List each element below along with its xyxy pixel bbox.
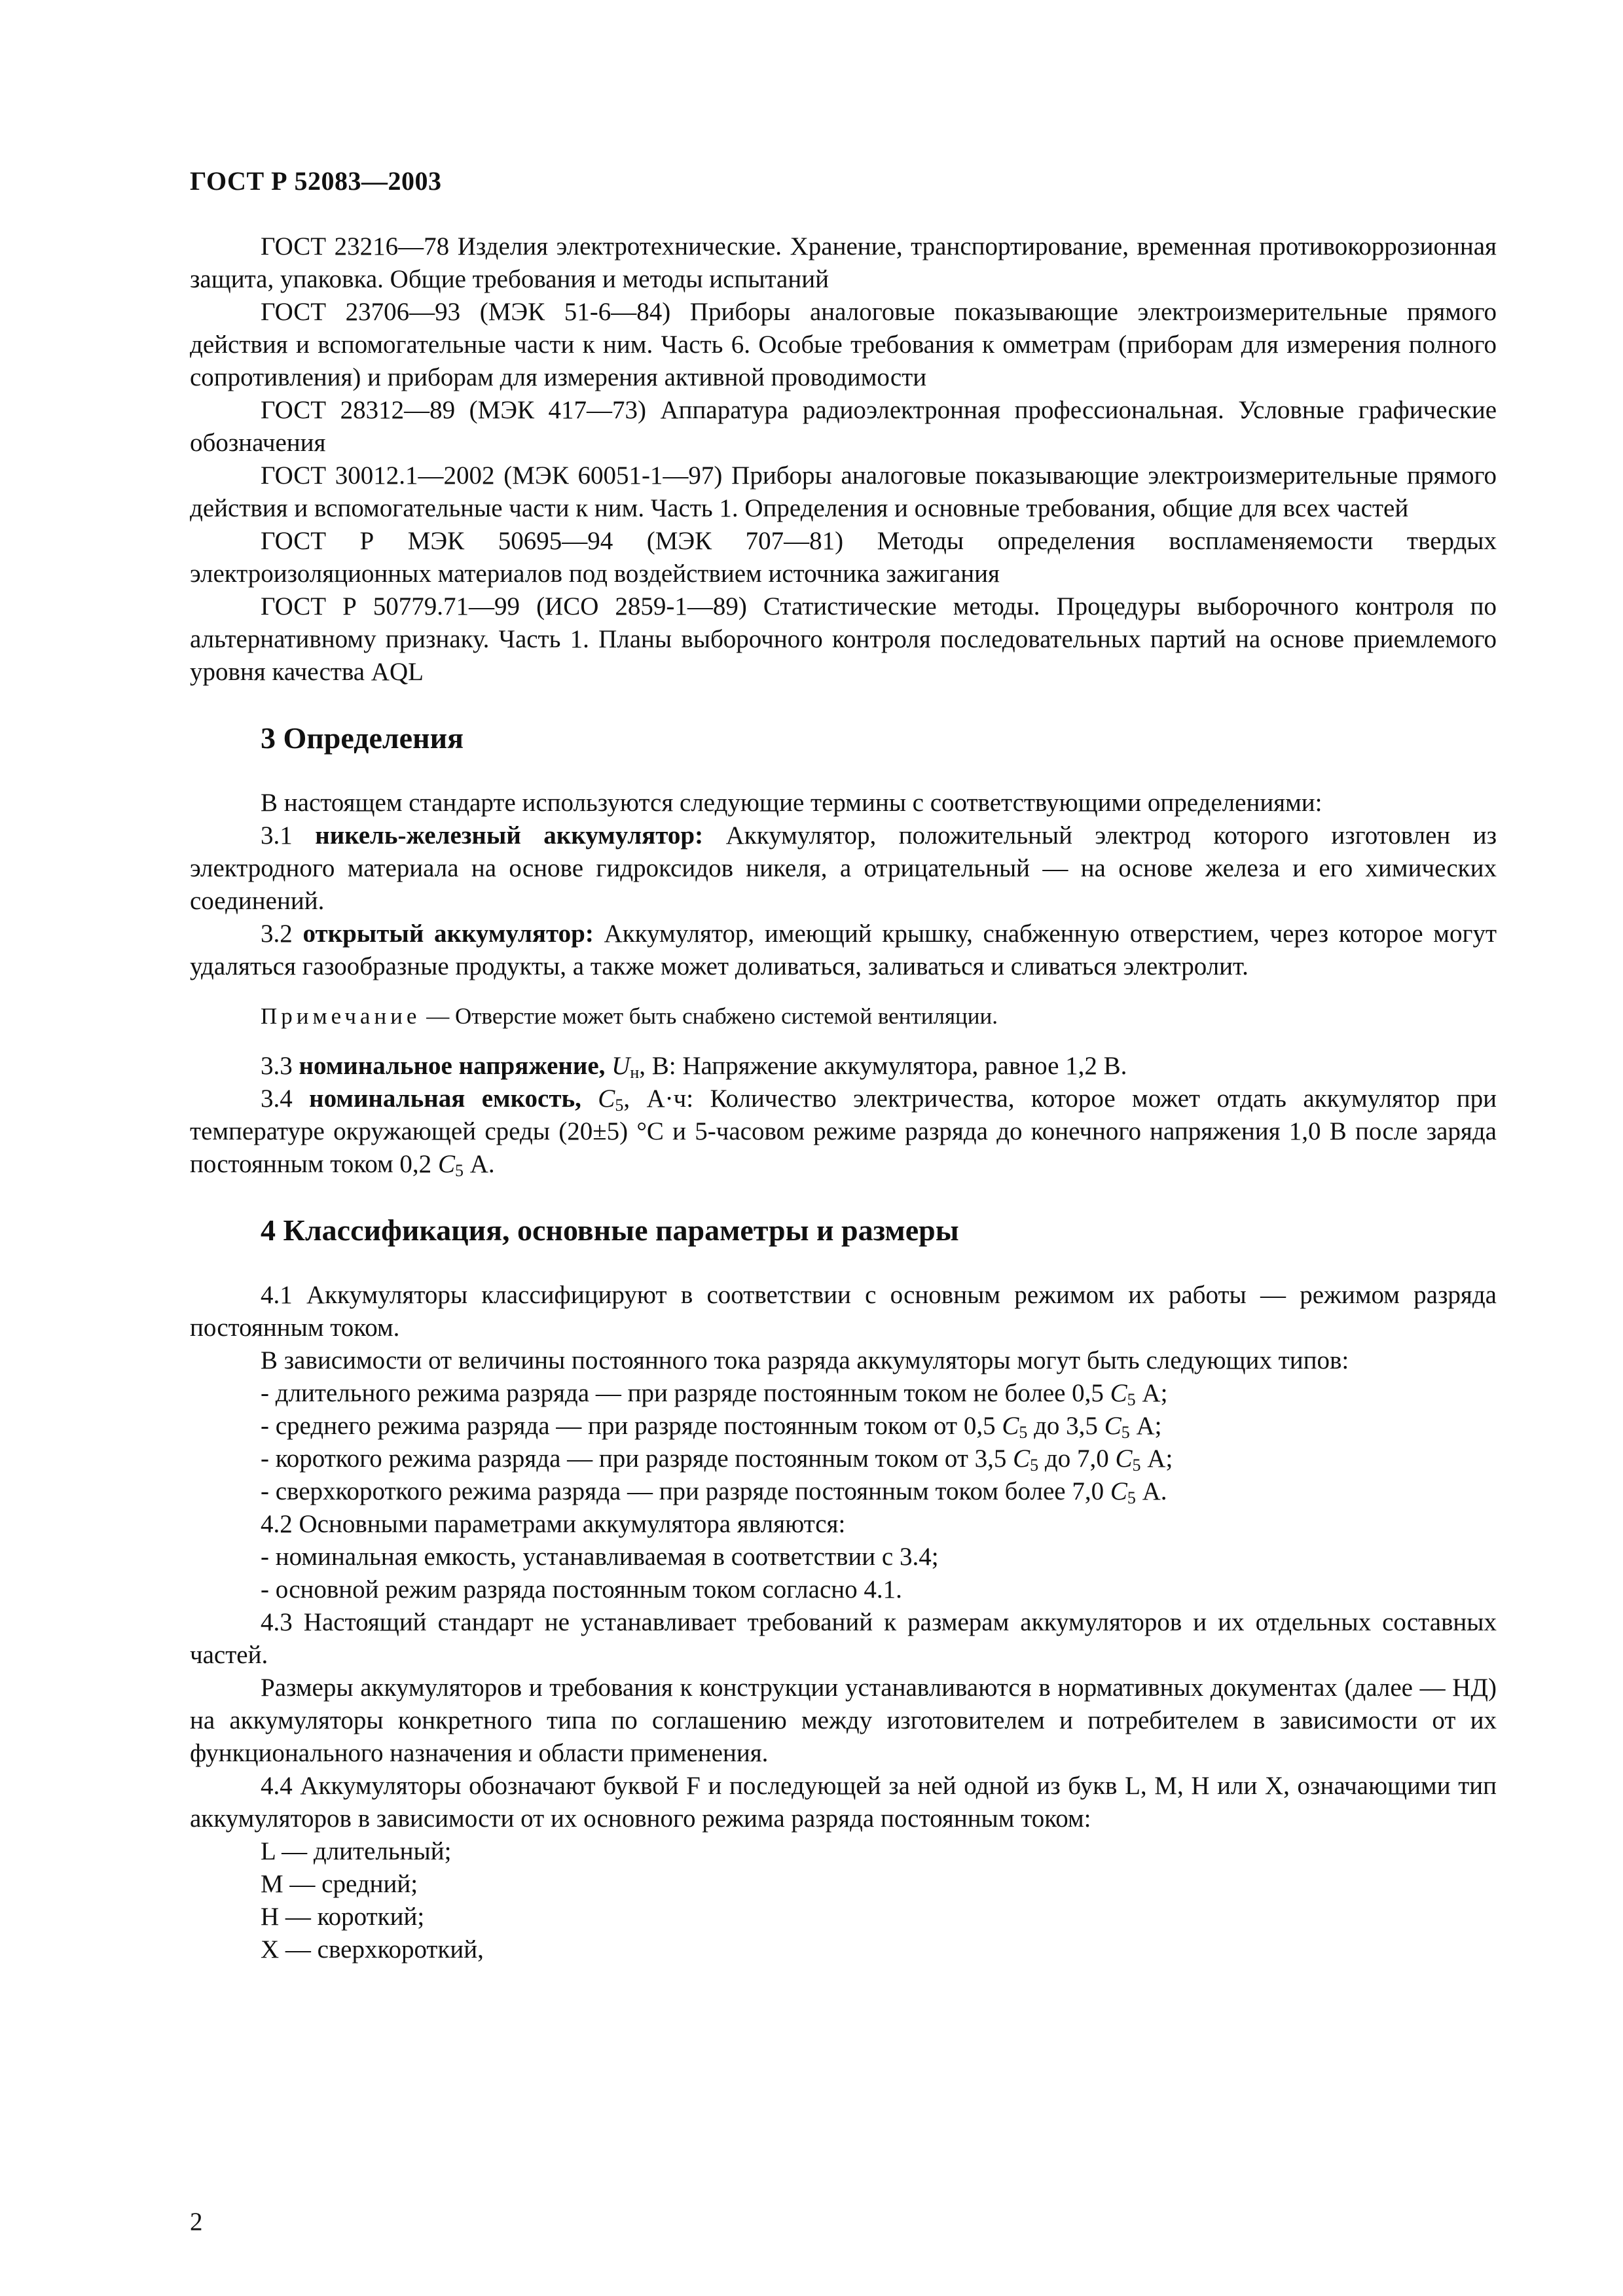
- list-item-text: - короткого режима разряда — при разряде постоянным током от 3,5: [261, 1444, 1007, 1473]
- list-item: M — средний;: [261, 1870, 418, 1898]
- definition-number: 3.3: [261, 1052, 293, 1080]
- capacity-symbol: C: [1013, 1444, 1030, 1473]
- definition-3-4: [190, 1083, 1497, 1181]
- note-label: Примечание: [261, 1003, 421, 1029]
- list-item: X — сверхкороткий,: [261, 1935, 484, 1964]
- definitions-intro: В настоящем стандарте используются следующие термины с соответствующими определениями:: [261, 789, 1322, 817]
- list-item-text: до 7,0: [1044, 1444, 1109, 1473]
- capacity-symbol: C: [1002, 1412, 1019, 1440]
- definition-term: никель-железный аккумулятор:: [315, 821, 704, 850]
- capacity-subscript: 5: [1127, 1488, 1136, 1507]
- list-item: [190, 1475, 1497, 1508]
- definition-3-3: [190, 1050, 1497, 1083]
- definition-number: 3.1: [261, 821, 293, 850]
- capacity-subscript: 5: [1030, 1456, 1039, 1475]
- capacity-subscript: 5: [1132, 1456, 1141, 1475]
- list-item: [190, 1410, 1497, 1443]
- capacity-subscript: 5: [1127, 1390, 1136, 1409]
- note-text: — Отверстие может быть снабжено системой вентиляции.: [426, 1003, 998, 1029]
- clause-4-3-dimensions: Размеры аккумуляторов и требования к конструкции устанавливаются в нормативных документах (далее — НД) на аккумуляторы конкретного типа по соглашению между изготовителем и потребителем в зависимости от их функционального назначения и области применения.: [190, 1674, 1497, 1767]
- list-item: [190, 1443, 1497, 1475]
- reference-item: ГОСТ 30012.1—2002 (МЭК 60051-1—97) Приборы аналоговые показывающие электроизмерительные прямого действия и вспомогательные части к ним. Часть 1. Определения и основные требования, общие для всех частей: [190, 461, 1497, 522]
- note: [190, 1000, 1497, 1033]
- capacity-symbol: C: [598, 1085, 615, 1113]
- definition-number: 3.4: [261, 1085, 293, 1113]
- definition-3-1: [190, 819, 1497, 918]
- capacity-symbol: C: [1110, 1379, 1127, 1407]
- clause-4-4: 4.4 Аккумуляторы обозначают буквой F и последующей за ней одной из букв L, M, H или X, означающими тип аккумуляторов в зависимости от их основного режима разряда постоянным током:: [190, 1772, 1497, 1833]
- voltage-symbol: U: [611, 1052, 630, 1080]
- definition-term: открытый аккумулятор:: [302, 920, 594, 948]
- capacity-symbol: C: [1110, 1477, 1127, 1505]
- definition-text: , В: Напряжение аккумулятора, равное 1,2 В.: [639, 1052, 1127, 1080]
- section-4-title: 4 Классификация, основные параметры и размеры: [261, 1213, 959, 1247]
- definition-text: , А·ч: Количество электричества, которое может отдать аккумулятор при температуре окружающей среды (20±5) °С и 5-часовом режиме разряда до конечного напряжения 1,0 В после заряда постоянным током 0,2: [190, 1085, 1497, 1178]
- list-item-text: А;: [1136, 1412, 1162, 1440]
- list-item-text: А;: [1142, 1379, 1168, 1407]
- definition-3-2: [190, 918, 1497, 983]
- reference-item: ГОСТ 23706—93 (МЭК 51-6—84) Приборы аналоговые показывающие электроизмерительные прямого действия и вспомогательные части к ним. Часть 6. Особые требования к омметрам (приборам для измерения полного сопротивления) и приборам для измерения активной проводимости: [190, 298, 1497, 391]
- document-header: ГОСТ Р 52083—2003: [190, 166, 442, 196]
- references-list: [190, 230, 1497, 689]
- list-item-text: - длительного режима разряда — при разряде постоянным током не более 0,5: [261, 1379, 1104, 1407]
- clause-4-3: 4.3 Настоящий стандарт не устанавливает требований к размерам аккумуляторов и их отдельных составных частей.: [190, 1608, 1497, 1669]
- reference-item: ГОСТ Р МЭК 50695—94 (МЭК 707—81) Методы определения воспламеняемости твердых электроизоляционных материалов под воздействием источника зажигания: [190, 527, 1497, 588]
- list-item: [190, 1377, 1497, 1410]
- list-item-text: до 3,5: [1034, 1412, 1098, 1440]
- capacity-symbol: C: [437, 1150, 455, 1178]
- definition-term: номинальное напряжение,: [299, 1052, 606, 1080]
- definition-text: Аккумулятор, положительный электрод которого изготовлен из электродного материала на основе гидроксидов никеля, а отрицательный — на основе железа и его химических соединений.: [190, 821, 1497, 915]
- list-item: H — короткий;: [261, 1903, 425, 1931]
- list-item-text: - среднего режима разряда — при разряде постоянным током от 0,5: [261, 1412, 996, 1440]
- reference-item: ГОСТ Р 50779.71—99 (ИСО 2859-1—89) Статистические методы. Процедуры выборочного контроля по альтернативному признаку. Часть 1. Планы выборочного контроля последовательных партий на основе приемлемого уровня качества AQL: [190, 592, 1497, 686]
- list-item-text: - сверхкороткого режима разряда — при разряде постоянным током более 7,0: [261, 1477, 1104, 1505]
- list-item-text: А.: [1142, 1477, 1167, 1505]
- list-item: - номинальная емкость, устанавливаемая в соответствии с 3.4;: [261, 1543, 939, 1571]
- clause-4-2: 4.2 Основными параметрами аккумулятора являются:: [261, 1510, 846, 1538]
- definition-term: номинальная емкость,: [309, 1085, 581, 1113]
- capacity-symbol: C: [1115, 1444, 1133, 1473]
- definition-text: Аккумулятор, имеющий крышку, снабженную отверстием, через которое могут удаляться газообразные продукты, а также может доливаться, заливаться и сливаться электролит.: [190, 920, 1497, 980]
- discharge-types-list: [190, 1377, 1497, 1508]
- capacity-subscript: 5: [1121, 1423, 1130, 1442]
- section-3-title: 3 Определения: [261, 721, 464, 755]
- capacity-subscript: 5: [1019, 1423, 1028, 1442]
- list-item: L — длительный;: [261, 1837, 452, 1865]
- voltage-subscript: н: [630, 1063, 640, 1082]
- list-item: - основной режим разряда постоянным током согласно 4.1.: [261, 1575, 902, 1604]
- page-number: 2: [190, 2208, 203, 2236]
- capacity-subscript: 5: [615, 1096, 624, 1115]
- reference-item: ГОСТ 23216—78 Изделия электротехнические. Хранение, транспортирование, временная противокоррозионная защита, упаковка. Общие требования и методы испытаний: [190, 232, 1497, 293]
- reference-item: ГОСТ 28312—89 (МЭК 417—73) Аппаратура радиоэлектронная профессиональная. Условные графические обозначения: [190, 396, 1497, 457]
- capacity-subscript: 5: [454, 1161, 464, 1180]
- type-letters-list: [190, 1835, 1497, 1966]
- document-body: [190, 230, 1497, 1966]
- capacity-symbol: C: [1104, 1412, 1122, 1440]
- clause-4-1: 4.1 Аккумуляторы классифицируют в соответствии с основным режимом их работы — режимом разряда постоянным током.: [190, 1281, 1497, 1342]
- definition-text-end: А.: [469, 1150, 495, 1178]
- definition-number: 3.2: [261, 920, 293, 948]
- list-item-text: А;: [1147, 1444, 1173, 1473]
- clause-4-1-types-intro: В зависимости от величины постоянного тока разряда аккумуляторы могут быть следующих типов:: [261, 1346, 1349, 1374]
